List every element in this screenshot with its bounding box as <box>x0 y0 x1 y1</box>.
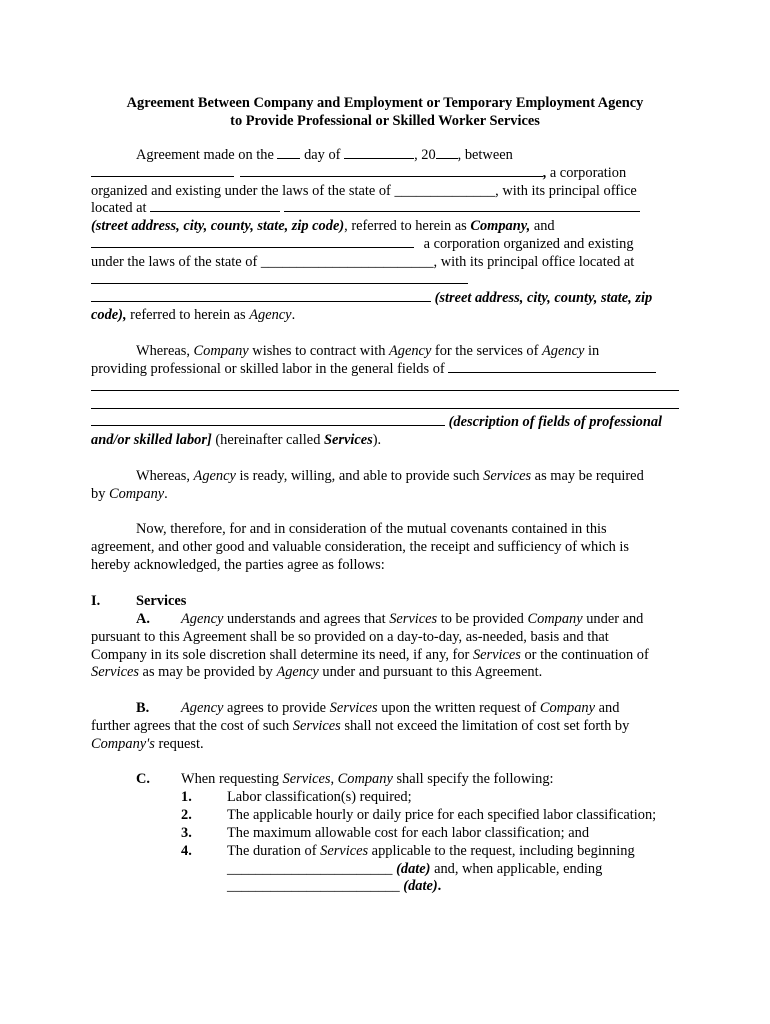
list-item-number: 1. <box>181 789 192 805</box>
preamble-line-5: (street address, city, county, state, zip code), referred to herein as Company, and <box>91 218 555 234</box>
list-item: The duration of Services applicable to the request, including beginning <box>227 843 635 859</box>
preamble-line-2: , a corporation <box>91 164 626 182</box>
ending-date-blank[interactable]: ________________________ <box>227 878 404 894</box>
list-item-number: 3. <box>181 825 192 841</box>
list-item-4-line-3: ________________________ (date). <box>227 878 442 894</box>
section-1-heading: Services <box>136 593 187 609</box>
clause-c-line-1: When requesting Services, Company shall specify the following: <box>181 771 554 787</box>
fields-blank-1[interactable] <box>448 360 656 373</box>
preamble-line-9: (street address, city, county, state, zip <box>91 289 652 307</box>
company-address-blank-2[interactable] <box>284 199 640 212</box>
agency-name-blank[interactable] <box>91 235 414 248</box>
section-1-number: I. <box>91 593 101 609</box>
whereas-1-line-5: (description of fields of professional <box>91 413 662 431</box>
preamble-line-7: under the laws of the state of ________________________, with its principal office located at <box>91 254 635 270</box>
whereas-1-line-1: Whereas, Company wishes to contract with Agency for the services of Agency in <box>136 343 600 359</box>
preamble-line-8 <box>91 271 468 289</box>
now-line-3: hereby acknowledged, the parties agree as follows: <box>91 557 385 573</box>
document-title-line-2: to Provide Professional or Skilled Worker Services <box>230 113 540 129</box>
agency-address-blank-2[interactable] <box>91 289 431 302</box>
fields-blank-3[interactable] <box>91 396 679 409</box>
whereas-2-line-1: Whereas, Agency is ready, willing, and able to provide such Services as may be required <box>136 468 644 484</box>
preamble-line-6: a corporation organized and existing <box>91 235 634 253</box>
company-address-blank-1[interactable] <box>150 199 280 212</box>
preamble-line-1: Agreement made on the day of , 20 , between <box>136 147 513 163</box>
company-name-blank-2[interactable] <box>240 164 543 177</box>
preamble-line-4: located at <box>91 199 640 217</box>
whereas-2-line-2: by Company. <box>91 486 168 502</box>
preamble-line-3: organized and existing under the laws of the state of ______________, with its principal office <box>91 183 637 199</box>
fields-blank-4[interactable] <box>91 413 445 426</box>
agency-address-blank-1[interactable] <box>91 271 468 284</box>
list-item-number: 2. <box>181 807 192 823</box>
list-item: The maximum allowable cost for each labor classification; and <box>227 825 590 841</box>
list-item: Labor classification(s) required; <box>227 789 412 805</box>
whereas-1-line-4 <box>91 396 679 414</box>
whereas-1-line-6: and/or skilled labor] (hereinafter called Services). <box>91 432 382 448</box>
clause-c-label: C. <box>136 771 150 787</box>
clause-a-line-4: Services as may be provided by Agency under and pursuant to this Agreement. <box>91 664 543 680</box>
list-item-number: 4. <box>181 843 192 859</box>
document-title-line-1: Agreement Between Company and Employment or Temporary Employment Agency <box>126 95 644 111</box>
clause-a-line-2: pursuant to this Agreement shall be so provided on a day-to-day, as-needed, basis and that <box>91 629 609 645</box>
fields-blank-2[interactable] <box>91 378 679 391</box>
beginning-date-blank[interactable]: _______________________ <box>227 861 397 877</box>
preamble-line-10: code), referred to herein as Agency. <box>91 307 296 323</box>
whereas-1-line-2: providing professional or skilled labor in the general fields of <box>91 360 656 378</box>
clause-b-label: B. <box>136 700 150 716</box>
year-blank[interactable] <box>436 146 458 159</box>
now-line-2: agreement, and other good and valuable consideration, the receipt and sufficiency of which is <box>91 539 629 555</box>
clause-a-line-1: Agency understands and agrees that Services to be provided Company under and <box>181 611 644 627</box>
clause-a-line-3: Company in its sole discretion shall determine its need, if any, for Services or the continuation of <box>91 647 649 663</box>
month-blank[interactable] <box>344 146 414 159</box>
clause-b-line-1: Agency agrees to provide Services upon the written request of Company and <box>181 700 620 716</box>
clause-b-line-2: further agrees that the cost of such Services shall not exceed the limitation of cost set forth by <box>91 718 630 734</box>
now-line-1: Now, therefore, for and in consideration of the mutual covenants contained in this <box>136 521 607 537</box>
list-item: The applicable hourly or daily price for each specified labor classification; <box>227 807 657 823</box>
clause-b-line-3: Company's request. <box>91 736 204 752</box>
day-blank[interactable] <box>277 146 300 159</box>
clause-a-label: A. <box>136 611 150 627</box>
list-item-4-line-2: _______________________ (date) and, when applicable, ending <box>227 861 603 877</box>
company-name-blank[interactable] <box>91 164 234 177</box>
whereas-1-line-3 <box>91 378 679 396</box>
